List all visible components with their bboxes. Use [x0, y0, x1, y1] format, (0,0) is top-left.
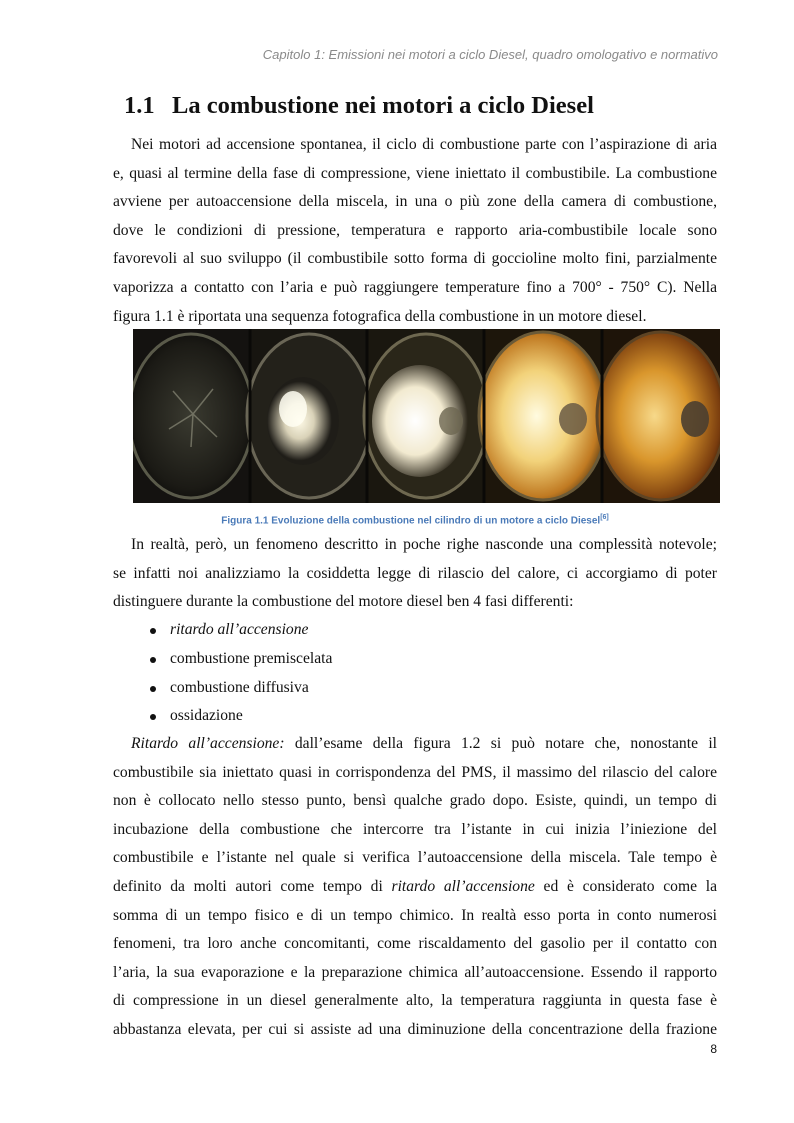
combustion-frame-4 [479, 329, 607, 503]
paragraph-line: somma di un tempo fisico e di un tempo chimico. In realtà esso porta in conto numerosi [113, 906, 717, 924]
list-item [150, 645, 332, 674]
section-number: 1.1 [124, 92, 155, 119]
paragraph-line: distinguere durante la combustione del motore diesel ben 4 fasi differenti: [113, 593, 574, 611]
list-item [150, 674, 332, 703]
list-item [150, 702, 332, 731]
phase-label: combustione diffusiva [170, 678, 309, 696]
paragraph-line: se infatti noi analizziamo la cosiddetta legge di rilascio del calore, ci accorgiamo di poter [113, 564, 717, 582]
paragraph-line: favorevoli al suo sviluppo (il combustibile sotto forma di goccioline molto fini, parzialmente [113, 250, 717, 268]
paragraph-intro [113, 131, 717, 331]
paragraph-line [113, 873, 717, 902]
figure-citation: [6] [600, 514, 609, 521]
phase-label: ossidazione [170, 707, 243, 725]
combustion-frame-3 [364, 329, 488, 503]
section-title [124, 92, 594, 120]
phase-label: ritardo all’accensione [170, 621, 309, 638]
paragraph-line: fenomeni, tra loro anche concomitanti, come riscaldamento del gasolio per il contatto con [113, 935, 717, 953]
paragraph-line: dove le condizioni di pressione, temperatura e rapporto aria-combustibile locale sono [113, 221, 717, 239]
combustion-photo-strip [133, 329, 720, 503]
combustion-phases-list [150, 616, 332, 731]
paragraph-line: incubazione della combustione che intercorre tra l’istante in cui inizia l’iniezione del [113, 820, 717, 838]
bullet-icon [150, 686, 156, 692]
figure-caption-text: Figura 1.1 Evoluzione della combustione nel cilindro di un motore a ciclo Diesel [221, 515, 601, 527]
list-item [150, 616, 332, 645]
section-title-text: La combustione nei motori a ciclo Diesel [172, 92, 594, 119]
paragraph-line: Nei motori ad accensione spontanea, il ciclo di combustione parte con l’aspirazione di aria [131, 136, 717, 153]
paragraph-line: In realtà, però, un fenomeno descritto in poche righe nasconde una complessità notevole; [131, 536, 717, 553]
bullet-icon [150, 714, 156, 720]
bullet-icon [150, 628, 156, 634]
paragraph-line: figura 1.1 è riportata una sequenza fotografica della combustione in un motore diesel. [113, 307, 647, 325]
paragraph-line: non è collocato nello stesso punto, bensì qualche grado dopo. Esiste, quindi, un tempo di [113, 792, 717, 810]
combustion-photo-sequence [133, 329, 720, 503]
figure-caption [113, 514, 717, 526]
paragraph-text: dall’esame della figura 1.2 si può notare che, nonostante il [284, 735, 717, 752]
paragraph-line: di compressione in un diesel generalmente alto, la temperatura raggiunta in questa fase è [113, 992, 717, 1010]
paragraph-phases-intro [113, 531, 717, 617]
paragraph-line: vaporizza a contatto con l’aria e può raggiungere temperature fino a 700° - 750° C). Nella [113, 278, 717, 296]
term-ignition-delay: Ritardo all’accensione: [131, 735, 285, 752]
paragraph-text: definito da molti autori come tempo di [113, 877, 392, 895]
running-header: Capitolo 1: Emissioni nei motori a ciclo Diesel, quadro omologativo e normativo [262, 47, 718, 62]
paragraph-line [113, 730, 717, 759]
phase-label: combustione premiscelata [170, 649, 333, 667]
page-number: 8 [710, 1042, 717, 1056]
paragraph-line: e, quasi al termine della fase di compressione, viene iniettato il combustibile. La combustione [113, 164, 717, 182]
combustion-frame-1 [133, 329, 253, 503]
paragraph-ignition-delay [113, 730, 717, 1045]
paragraph-text: ed è considerato come la [534, 877, 717, 895]
bullet-icon [150, 657, 156, 663]
paragraph-line: combustibile e l’istante nel quale si verifica l’autoaccensione della miscela. Tale tempo è [113, 849, 717, 867]
paragraph-line: l’aria, la sua evaporazione e la preparazione chimica all’autoaccensione. Essendo il rapporto [113, 963, 717, 981]
combustion-frame-5 [597, 329, 720, 503]
term-ignition-delay: ritardo all’accensione [391, 877, 535, 895]
paragraph-line: combustibile sia iniettato quasi in corrispondenza del PMS, il massimo del rilascio del calore [113, 763, 717, 781]
paragraph-line: abbastanza elevata, per cui si assiste ad una diminuzione della concentrazione della frazione [113, 1020, 717, 1038]
paragraph-line: avviene per autoaccensione della miscela, in una o più zone della camera di combustione, [113, 193, 717, 211]
combustion-frame-2 [247, 329, 371, 503]
